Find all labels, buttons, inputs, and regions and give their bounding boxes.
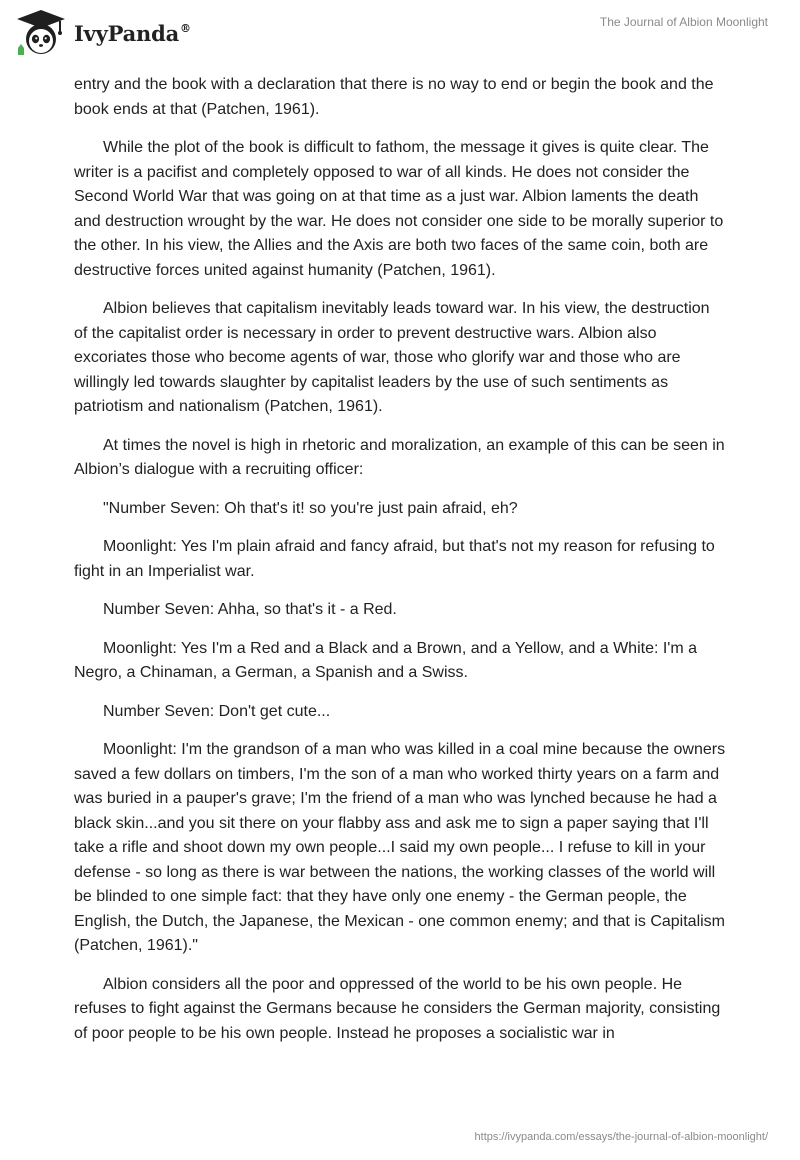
- paragraph: Moonlight: Yes I'm plain afraid and fancy afraid, but that's not my reason for refusing to fight in an Imperialist war.: [74, 538, 715, 580]
- panda-graduate-icon: [14, 8, 68, 60]
- paragraph: "Number Seven: Oh that's it! so you're just pain afraid, eh?: [103, 499, 518, 517]
- paragraph: Albion believes that capitalism inevitably leads toward war. In his view, the destruction of the capitalist order is necessary in order to prevent destructive wars. Albion also excoriates those who become agents of war, those who glorify war and those who are willingly led towards slaughter by capitalist leaders by the use of such sentiments as patriotism and nationalism (Patchen, 1961).: [74, 300, 710, 415]
- document-title: The Journal of Albion Moonlight: [599, 15, 768, 29]
- page-header: [0, 0, 800, 66]
- paragraph: While the plot of the book is difficult to fathom, the message it gives is quite clear. The writer is a pacifist and completely opposed to war of all kinds. He does not consider the Second World War that was going on at that time as a just war. Albion laments the death and destruction wrought by the war. He does not consider one side to be morally superior to the other. In his view, the Allies and the Axis are both two faces of the same coin, both are destructive forces united against humanity (Patchen, 1961).: [74, 139, 724, 279]
- paragraph: Number Seven: Don't get cute...: [103, 702, 331, 720]
- ivypanda-logo[interactable]: [14, 8, 234, 60]
- brand-name: IvyPanda: [74, 21, 180, 46]
- registered-mark: ®: [180, 22, 191, 35]
- paragraph: Moonlight: I'm the grandson of a man who was killed in a coal mine because the owners saved a few dollars on timbers, I'm the son of a man who worked thirty years on a farm and was buried in a pauper's grave; I'm the friend of a man who was lynched because he had a black skin...and you sit there on your flabby ass and ask me to sign a paper saying that I'll take a rifle and shoot down my own people...I said my own people... I refuse to kill in your defense - so long as there is war between the nations, the working classes of the world will be blinded to one simple fact: that they have only one enemy - the German people, the English, the Dutch, the Japanese, the Mexican - one common enemy; and that is Capitalism (Patchen, 1961).": [74, 741, 726, 954]
- paragraph: Moonlight: Yes I'm a Red and a Black and a Brown, and a Yellow, and a White: I'm a Negro, a Chinaman, a German, a Spanish and a Swiss.: [74, 639, 698, 681]
- brand-wordmark: [74, 21, 191, 46]
- essay-body: [74, 73, 726, 1060]
- paragraph: At times the novel is high in rhetoric and moralization, an example of this can be seen in Albion’s dialogue with a recruiting officer:: [74, 436, 725, 478]
- paragraph: entry and the book with a declaration that there is no way to end or begin the book and the book ends at that (Patchen, 1961).: [74, 76, 714, 118]
- paragraph: Albion considers all the poor and oppressed of the world to be his own people. He refuses to fight against the Germans because he considers the German majority, consisting of poor people to be his own people. Instead he proposes a socialistic war in: [74, 975, 721, 1042]
- source-url[interactable]: https://ivypanda.com/essays/the-journal-of-albion-moonlight/: [474, 1131, 768, 1143]
- paragraph: Number Seven: Ahha, so that's it - a Red.: [103, 601, 397, 618]
